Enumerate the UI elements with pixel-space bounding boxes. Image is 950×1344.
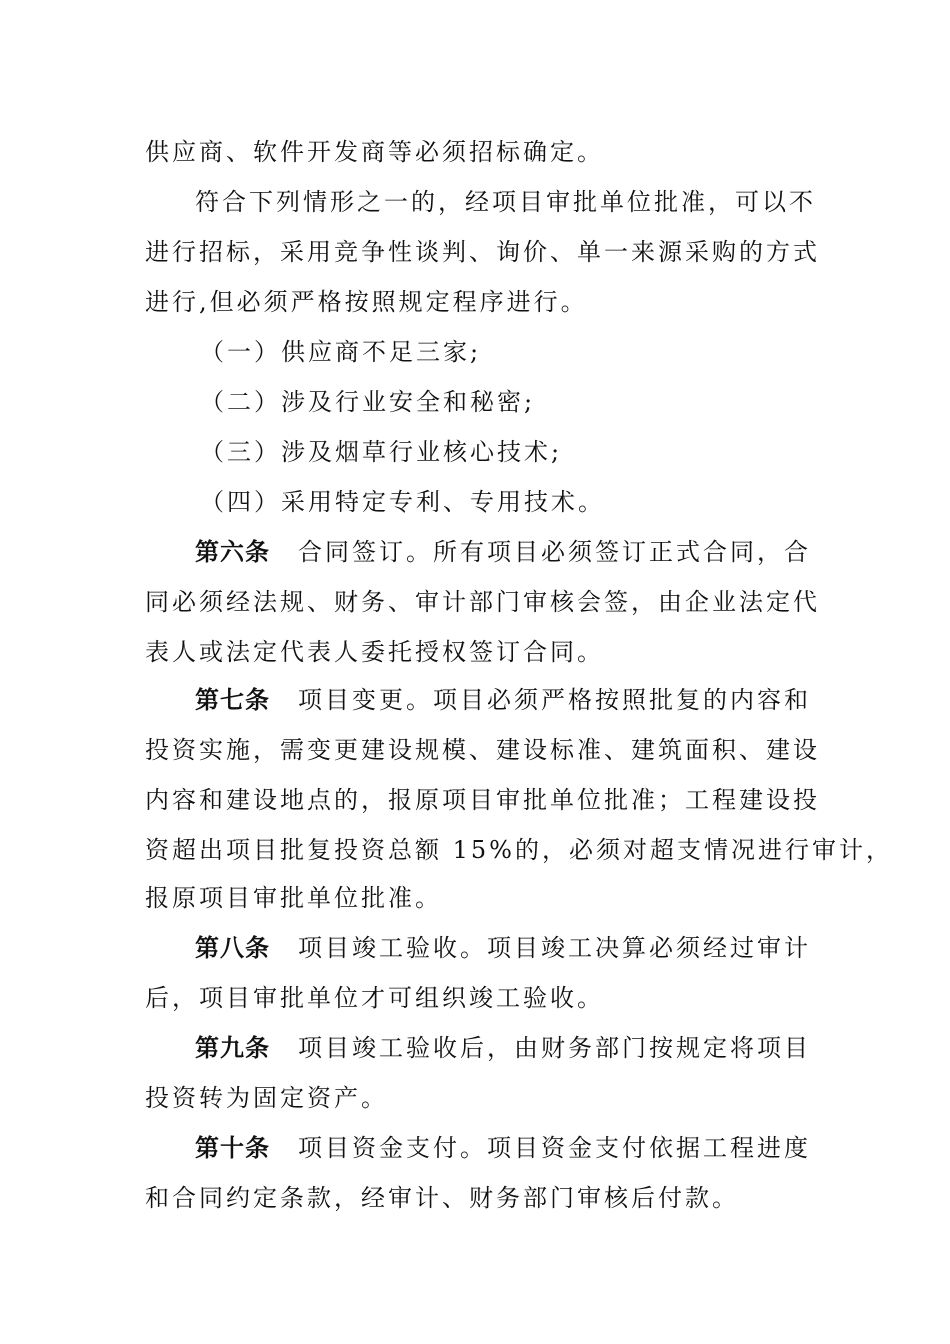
line-text: 后，项目审批单位才可组织竣工验收。 bbox=[145, 984, 604, 1012]
text-line bbox=[145, 287, 588, 317]
list-item bbox=[200, 487, 605, 517]
line-text: 和合同约定条款，经审计、财务部门审核后付款。 bbox=[145, 1184, 739, 1212]
list-item-text: （一）供应商不足三家; bbox=[200, 338, 482, 366]
list-item bbox=[200, 437, 562, 467]
article-heading: 第十条 bbox=[195, 1134, 270, 1162]
line-text: 表人或法定代表人委托授权签订合同。 bbox=[145, 638, 604, 666]
article-heading: 第六条 bbox=[195, 538, 270, 566]
article-heading: 第九条 bbox=[195, 1034, 270, 1062]
line-text: 同必须经法规、财务、审计部门审核会签，由企业法定代 bbox=[145, 588, 820, 616]
line-text: 项目资金支付。项目资金支付依据工程进度 bbox=[298, 1134, 811, 1162]
article-6-line bbox=[195, 537, 811, 567]
article-heading: 第七条 bbox=[195, 686, 270, 714]
text-line bbox=[145, 883, 442, 913]
list-item bbox=[200, 387, 535, 417]
text-line bbox=[195, 187, 816, 217]
line-text: 进行,但必须严格按照规定程序进行。 bbox=[145, 288, 588, 316]
text-line bbox=[145, 835, 893, 865]
line-text: 资超出项目批复投资总额 15%的，必须对超支情况进行审计， bbox=[145, 836, 893, 864]
line-text: 项目竣工验收。项目竣工决算必须经过审计 bbox=[298, 934, 811, 962]
text-line bbox=[145, 637, 604, 667]
line-text: 供应商、软件开发商等必须招标确定。 bbox=[145, 138, 604, 166]
line-text: 报原项目审批单位批准。 bbox=[145, 884, 442, 912]
text-line bbox=[145, 983, 604, 1013]
text-line bbox=[145, 735, 820, 765]
article-9-line bbox=[195, 1033, 811, 1063]
line-text: 投资实施，需变更建设规模、建设标准、建筑面积、建设 bbox=[145, 736, 820, 764]
article-10-line bbox=[195, 1133, 811, 1163]
line-text: 合同签订。所有项目必须签订正式合同，合 bbox=[298, 538, 811, 566]
list-item bbox=[200, 337, 481, 367]
list-item-text: （三）涉及烟草行业核心技术; bbox=[200, 438, 563, 466]
text-line bbox=[145, 1183, 739, 1213]
line-text: 进行招标，采用竞争性谈判、询价、单一来源采购的方式 bbox=[145, 238, 820, 266]
article-7-line bbox=[195, 685, 811, 715]
text-line bbox=[145, 137, 604, 167]
list-item-text: （四）采用特定专利、专用技术。 bbox=[200, 488, 605, 516]
text-line bbox=[145, 785, 820, 815]
line-text: 项目竣工验收后，由财务部门按规定将项目 bbox=[298, 1034, 811, 1062]
line-text: 符合下列情形之一的，经项目审批单位批准，可以不 bbox=[195, 188, 816, 216]
article-8-line bbox=[195, 933, 811, 963]
text-line bbox=[145, 587, 820, 617]
article-heading: 第八条 bbox=[195, 934, 270, 962]
line-text: 内容和建设地点的，报原项目审批单位批准；工程建设投 bbox=[145, 786, 820, 814]
text-line bbox=[145, 1083, 388, 1113]
list-item-text: （二）涉及行业安全和秘密; bbox=[200, 388, 536, 416]
text-line bbox=[145, 237, 820, 267]
line-text: 投资转为固定资产。 bbox=[145, 1084, 388, 1112]
line-text: 项目变更。项目必须严格按照批复的内容和 bbox=[298, 686, 811, 714]
